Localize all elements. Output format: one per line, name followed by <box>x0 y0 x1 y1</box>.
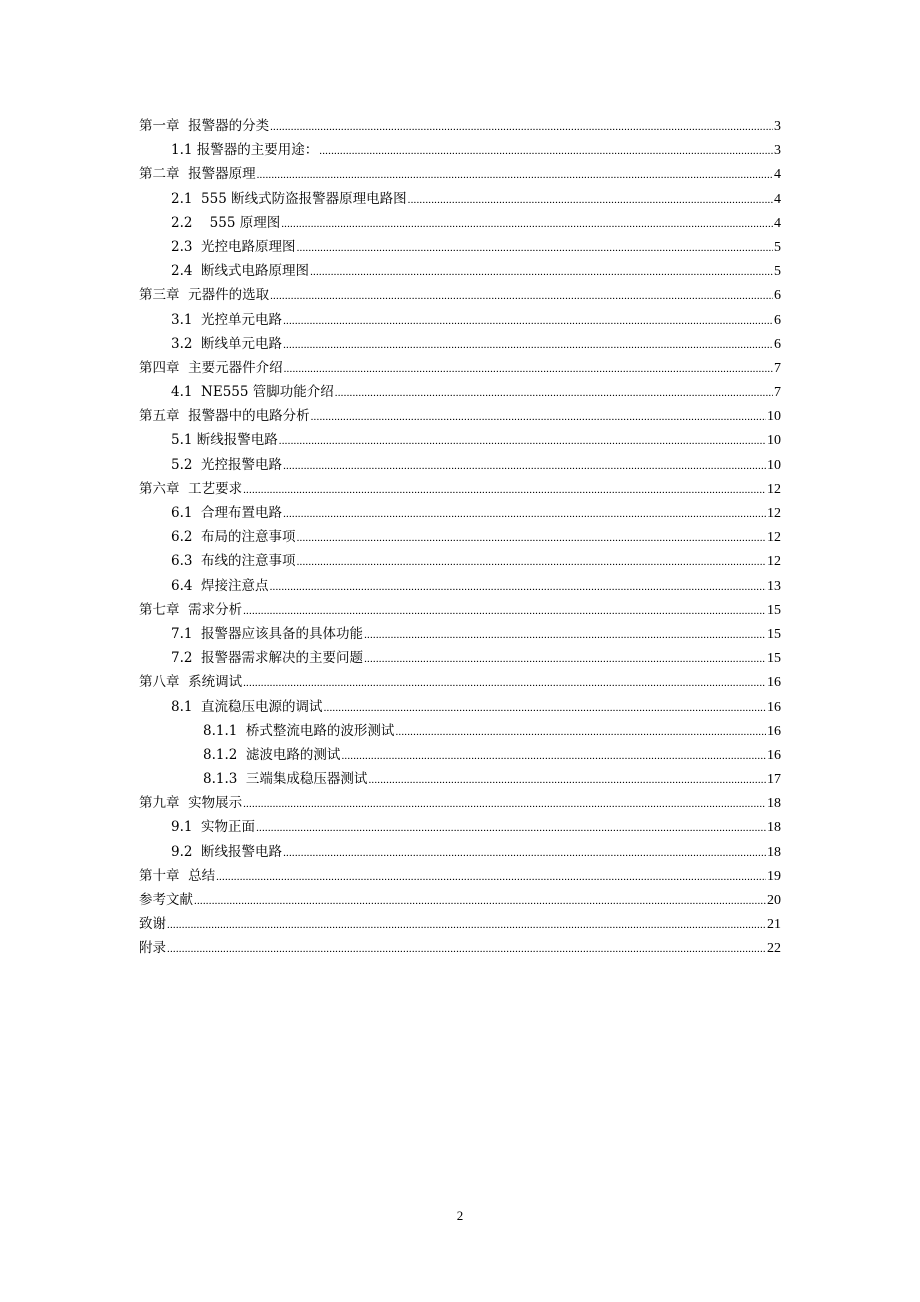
toc-entry-title: 2.4 断线式电路原理图 <box>171 263 310 280</box>
toc-entry[interactable] <box>139 743 781 767</box>
toc-entry-page: 18 <box>767 796 781 812</box>
table-of-contents <box>139 114 781 961</box>
toc-entry-title: 5.1 断线报警电路 <box>171 432 278 449</box>
dot-leader <box>283 502 766 526</box>
toc-entry[interactable] <box>139 791 781 815</box>
dot-leader <box>364 623 766 647</box>
dot-leader <box>395 720 766 744</box>
toc-entry-page: 3 <box>774 119 781 134</box>
toc-entry-title: 8.1.1 桥式整流电路的波形测试 <box>203 722 395 739</box>
toc-entry[interactable] <box>139 332 781 356</box>
toc-entry-title: 6.2 布局的注意事项 <box>171 529 296 546</box>
toc-entry-title: 第五章 报警器中的电路分析 <box>139 408 310 425</box>
toc-entry-page: 20 <box>767 893 781 908</box>
dot-leader <box>283 454 766 478</box>
toc-entry[interactable] <box>139 404 781 428</box>
dot-leader <box>194 889 766 913</box>
toc-entry-page: 12 <box>767 481 781 497</box>
toc-entry[interactable] <box>139 622 781 646</box>
toc-entry-page: 5 <box>774 239 781 255</box>
toc-entry-page: 17 <box>767 772 781 788</box>
toc-entry-title: 第四章 主要元器件介绍 <box>139 359 283 376</box>
toc-entry-title: 7.2 报警器需求解决的主要问题 <box>171 650 364 667</box>
toc-entry-page: 6 <box>774 336 781 352</box>
toc-entry-page: 21 <box>767 917 781 933</box>
dot-leader <box>284 357 773 381</box>
toc-entry-page: 22 <box>767 941 781 957</box>
dot-leader <box>297 236 773 260</box>
toc-entry[interactable] <box>139 719 781 743</box>
toc-entry-page: 7 <box>774 385 781 401</box>
toc-entry-title: 2.3 光控电路原理图 <box>171 238 296 255</box>
dot-leader <box>243 671 766 695</box>
toc-entry[interactable] <box>139 428 781 452</box>
toc-entry-title: 第一章 报警器的分类 <box>139 118 270 134</box>
dot-leader <box>216 865 766 889</box>
toc-entry-page: 10 <box>767 409 781 425</box>
dot-leader <box>319 139 773 163</box>
toc-entry-page: 18 <box>767 844 781 860</box>
toc-entry[interactable] <box>139 574 781 598</box>
dot-leader <box>270 115 773 139</box>
dot-leader <box>297 550 766 574</box>
dot-leader <box>167 937 766 961</box>
toc-entry-page: 16 <box>767 747 781 763</box>
toc-entry-title: 9.2 断线报警电路 <box>171 843 283 860</box>
toc-entry[interactable] <box>139 646 781 670</box>
toc-entry-page: 18 <box>767 820 781 836</box>
toc-entry[interactable] <box>139 477 781 501</box>
toc-entry[interactable] <box>139 187 781 211</box>
dot-leader <box>270 284 773 308</box>
toc-entry[interactable] <box>139 162 781 186</box>
dot-leader <box>243 792 766 816</box>
toc-entry-title: 2.2 555 原理图 <box>171 214 281 231</box>
toc-entry-title: 6.3 布线的注意事项 <box>171 553 296 570</box>
toc-entry-page: 4 <box>774 167 781 183</box>
toc-entry[interactable] <box>139 840 781 864</box>
toc-entry[interactable] <box>139 138 781 162</box>
toc-entry-title: 第三章 元器件的选取 <box>139 287 270 304</box>
toc-entry-title: 2.1 555 断线式防盗报警器原理电路图 <box>171 190 407 207</box>
toc-entry[interactable] <box>139 356 781 380</box>
toc-entry[interactable] <box>139 695 781 719</box>
dot-leader <box>257 163 773 187</box>
toc-entry[interactable] <box>139 912 781 936</box>
toc-entry-title: 致谢 <box>139 916 166 933</box>
toc-entry[interactable] <box>139 308 781 332</box>
toc-entry[interactable] <box>139 501 781 525</box>
dot-leader <box>283 309 773 333</box>
toc-entry[interactable] <box>139 936 781 960</box>
toc-entry[interactable] <box>139 259 781 283</box>
toc-entry-page: 5 <box>774 264 781 280</box>
toc-entry-page: 10 <box>767 457 781 473</box>
toc-entry-page: 15 <box>767 602 781 618</box>
dot-leader <box>341 744 766 768</box>
dot-leader <box>243 599 766 623</box>
toc-entry-page: 12 <box>767 530 781 546</box>
toc-entry[interactable] <box>139 864 781 888</box>
toc-entry-page: 4 <box>774 191 781 207</box>
toc-entry-title: 第二章 报警器原理 <box>139 166 256 183</box>
toc-entry-page: 12 <box>767 506 781 521</box>
dot-leader <box>281 212 773 236</box>
toc-entry-page: 12 <box>767 554 781 570</box>
toc-entry-page: 10 <box>767 433 781 449</box>
toc-entry-title: 3.1 光控单元电路 <box>171 311 283 328</box>
toc-entry-title: 8.1 直流稳压电源的调试 <box>171 698 323 715</box>
toc-entry-page: 3 <box>774 143 781 159</box>
toc-entry[interactable] <box>139 888 781 912</box>
dot-leader <box>167 913 766 937</box>
toc-entry[interactable] <box>139 767 781 791</box>
toc-entry[interactable] <box>139 114 781 138</box>
dot-leader <box>408 188 773 212</box>
toc-entry-page: 13 <box>767 578 781 594</box>
toc-entry[interactable] <box>139 380 781 404</box>
toc-entry-title: 附录 <box>139 940 166 957</box>
toc-entry-title: 8.1.2 滤波电路的测试 <box>203 746 341 763</box>
toc-entry-page: 4 <box>774 215 781 231</box>
dot-leader <box>310 260 773 284</box>
toc-entry-title: 第八章 系统调试 <box>139 674 243 691</box>
toc-entry-page: 6 <box>774 288 781 304</box>
toc-entry-title: 第七章 需求分析 <box>139 601 243 618</box>
toc-entry-title: 8.1.3 三端集成稳压器测试 <box>203 771 368 788</box>
dot-leader <box>283 333 773 357</box>
toc-entry[interactable] <box>139 453 781 477</box>
toc-entry-title: 1.1 报警器的主要用途： <box>171 142 319 159</box>
dot-leader <box>283 841 766 865</box>
toc-entry-title: 9.1 实物正面 <box>171 819 256 836</box>
dot-leader <box>256 816 766 840</box>
dot-leader <box>270 575 766 599</box>
toc-entry-page: 16 <box>767 675 781 691</box>
toc-entry-title: 6.4 焊接注意点 <box>171 577 269 594</box>
toc-entry[interactable] <box>139 525 781 549</box>
toc-entry-page: 19 <box>767 868 781 884</box>
toc-entry-page: 6 <box>774 312 781 328</box>
toc-entry-title: 4.1 NE555 管脚功能介绍 <box>171 384 334 401</box>
toc-entry-title: 6.1 合理布置电路 <box>171 505 283 521</box>
toc-entry[interactable] <box>139 815 781 839</box>
dot-leader <box>279 429 766 453</box>
toc-entry-title: 3.2 断线单元电路 <box>171 335 283 352</box>
toc-entry-page: 15 <box>767 626 781 642</box>
dot-leader <box>324 696 766 720</box>
dot-leader <box>368 768 766 792</box>
dot-leader <box>364 647 766 671</box>
toc-entry[interactable] <box>139 670 781 694</box>
dot-leader <box>243 478 766 502</box>
toc-entry[interactable] <box>139 549 781 573</box>
toc-entry-title: 7.1 报警器应该具备的具体功能 <box>171 625 364 642</box>
toc-entry-page: 16 <box>767 723 781 739</box>
dot-leader <box>311 405 766 429</box>
toc-entry-page: 7 <box>774 360 781 376</box>
toc-entry[interactable] <box>139 598 781 622</box>
toc-entry-title: 参考文献 <box>139 892 193 908</box>
toc-entry-title: 第九章 实物展示 <box>139 795 243 812</box>
toc-entry-title: 第十章 总结 <box>139 867 216 884</box>
toc-entry-title: 第六章 工艺要求 <box>139 480 243 497</box>
toc-entry-title: 5.2 光控报警电路 <box>171 456 283 473</box>
toc-entry[interactable] <box>139 211 781 235</box>
toc-entry[interactable] <box>139 235 781 259</box>
dot-leader <box>297 526 766 550</box>
dot-leader <box>335 381 773 405</box>
page-number: 2 <box>456 1208 464 1223</box>
toc-entry-page: 16 <box>767 699 781 715</box>
toc-entry-page: 15 <box>767 651 781 667</box>
toc-entry[interactable] <box>139 283 781 307</box>
